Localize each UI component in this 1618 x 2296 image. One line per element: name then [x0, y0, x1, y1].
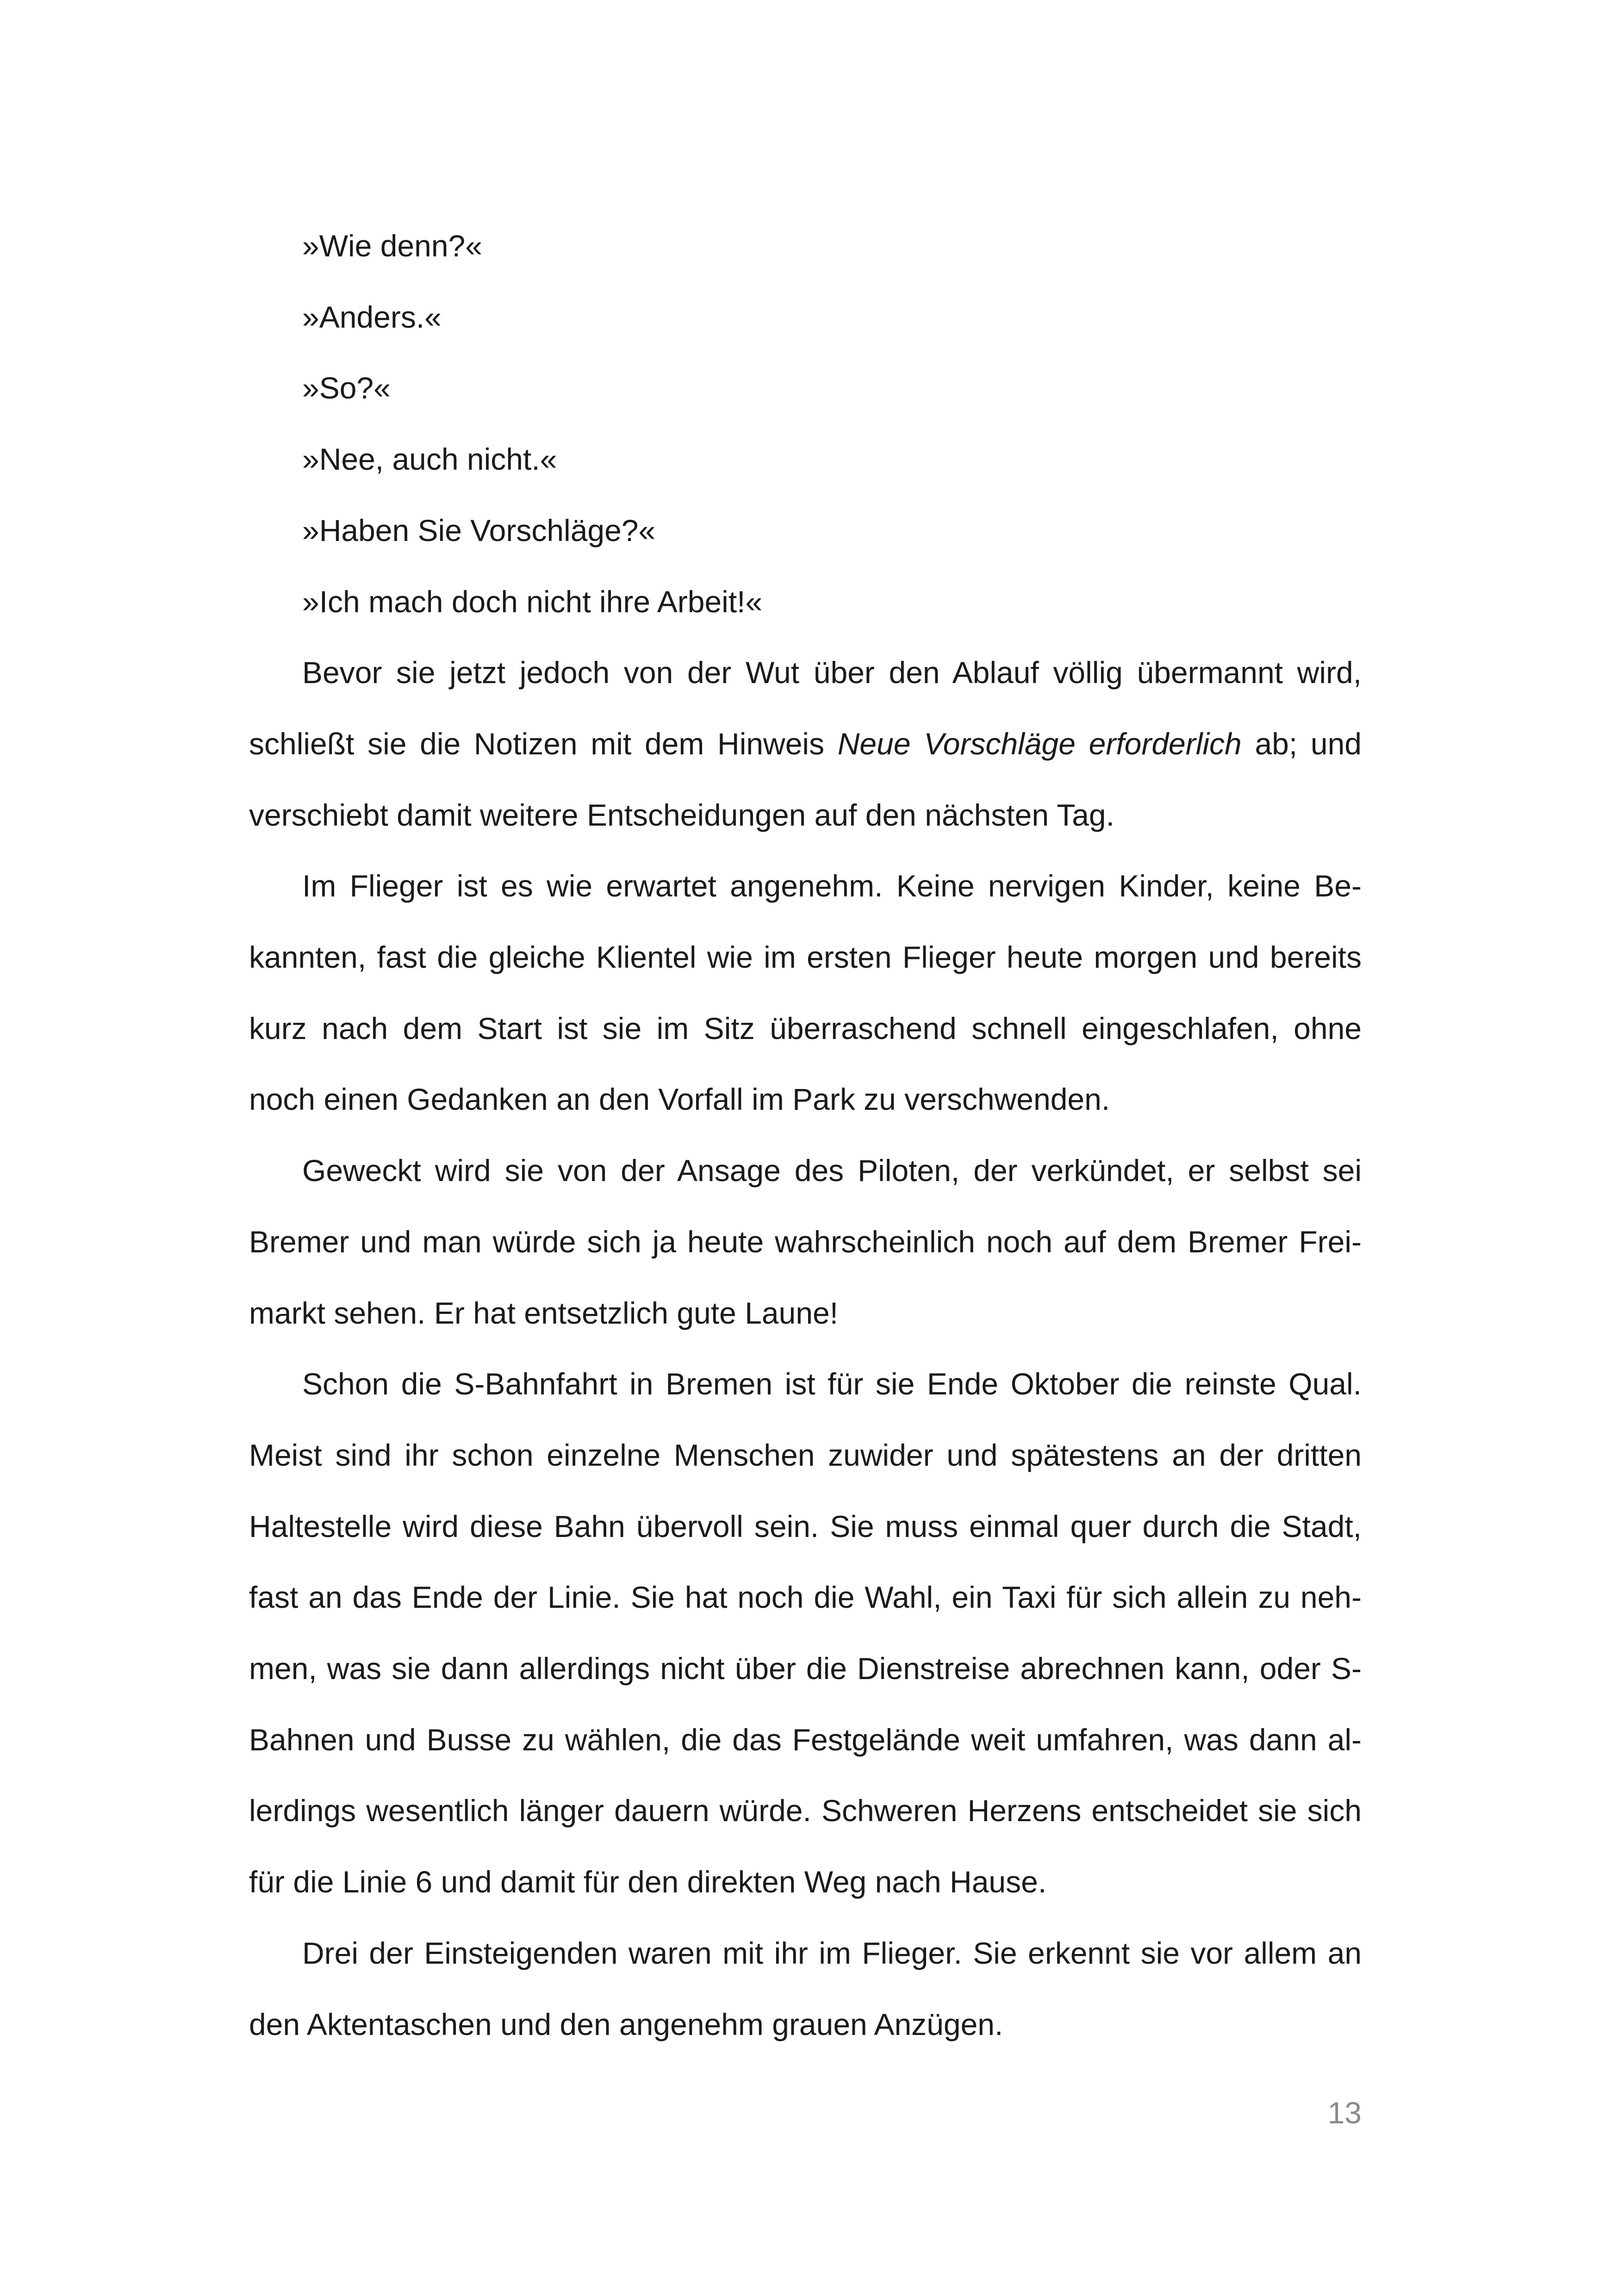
dialogue-line: »So?« [302, 371, 391, 405]
paragraph-text: ab; und verschiebt damit weitere Entscheidungen auf den nächsten Tag. [249, 726, 1362, 832]
dialogue-line: »Nee, auch nicht.« [302, 442, 557, 477]
paragraph: Schon die S-Bahnfahrt in Bremen ist für sie Ende Oktober die reinste Qual. Meist sind ihr schon einzelne Menschen zuwider und spätestens an der dritten Haltestelle wird diese Bahn übervoll sein. Sie muss einmal quer durch die Stadt, fast an das Ende der Linie. Sie hat noch die Wahl, ein Taxi für sich allein zu nehmen, was sie dann allerdings nicht über die Dienstreise abrechnen kann, oder S-Bahnen und Busse zu wählen, die das Festgelände weit umfahren, was dann allerdings wesentlich länger dauern würde. Schweren Herzens entscheidet sie sich für die Linie 6 und damit für den direkten Weg nach Hause. [249, 1367, 1362, 1899]
paragraph: Geweckt wird sie von der Ansage des Piloten, der verkündet, er selbst sei Bremer und man würde sich ja heute wahrscheinlich noch auf dem Bremer Freimarkt sehen. Er hat entsetzlich gute Laune! [249, 1153, 1362, 1330]
dialogue-line: »Wie denn?« [302, 229, 482, 263]
dialogue-line: »Haben Sie Vorschläge?« [302, 513, 656, 548]
paragraph-text: Bevor sie jetzt jedoch von der Wut über den Ablauf völlig übermannt wird, schließt sie die Notizen mit dem Hinweis [249, 655, 1362, 761]
page-number: 13 [1327, 2096, 1362, 2130]
body-text [249, 211, 1362, 2060]
italic-note: Neue Vorschläge erforderlich [837, 726, 1242, 761]
paragraph: Drei der Einsteigenden waren mit ihr im Flieger. Sie erkennt sie vor allem an den Aktentaschen und den angenehm grauen Anzügen. [249, 1935, 1362, 2041]
paragraph: Im Flieger ist es wie erwartet angenehm. Keine nervigen Kinder, keine Bekannten, fast die gleiche Klientel wie im ersten Flieger heute morgen und bereits kurz nach dem Start ist sie im Sitz überraschend schnell eingeschlafen, ohne noch einen Gedanken an den Vorfall im Park zu verschwenden. [249, 869, 1362, 1117]
paragraph-bevor [249, 637, 1362, 851]
dialogue-line: »Ich mach doch nicht ihre Arbeit!« [302, 584, 763, 619]
dialogue-line: »Anders.« [302, 299, 442, 334]
